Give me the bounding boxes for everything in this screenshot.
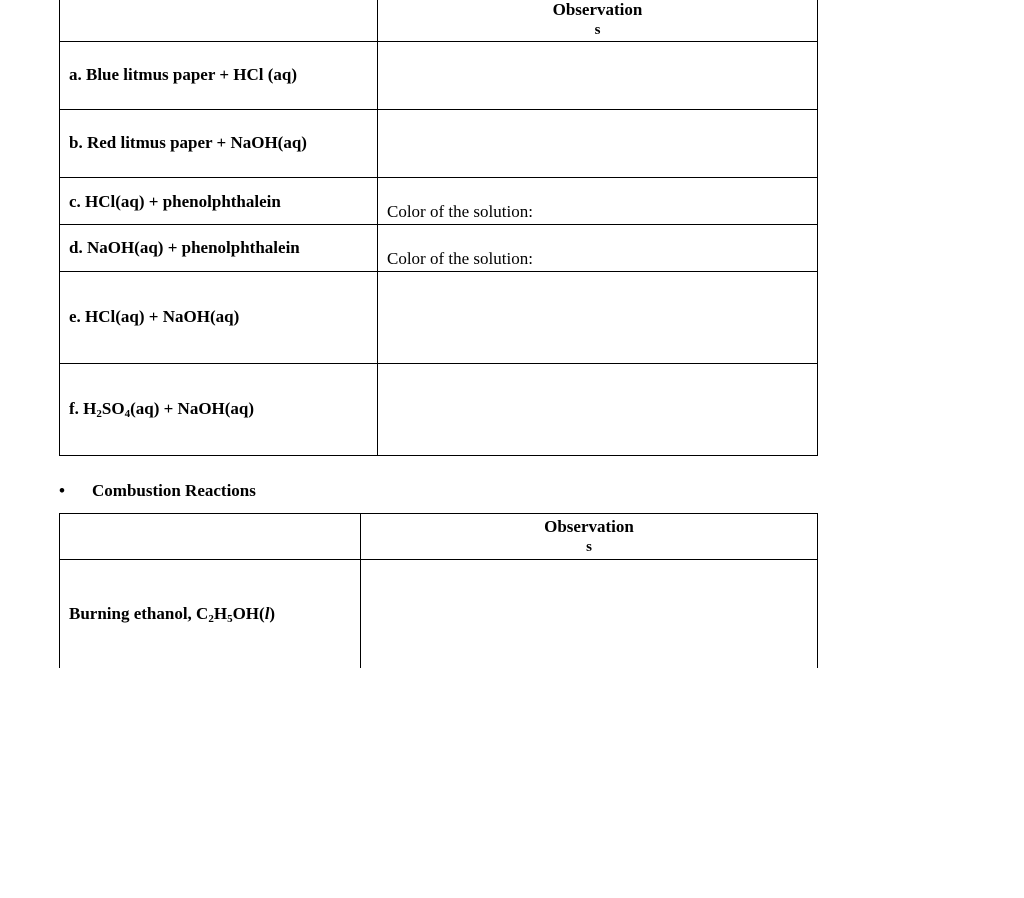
row-f-label: f. $H_2SO_4(aq)$ + NaOH(aq) <box>60 363 378 455</box>
bullet-icon: • <box>59 481 65 500</box>
acid-base-table <box>59 0 818 456</box>
row-c-observation[interactable]: Color of the solution: <box>378 177 818 224</box>
row-a-label: a. Blue litmus paper + HCl (aq) <box>60 41 378 109</box>
header-blank-cell <box>60 0 378 41</box>
obs-header-line2: s <box>594 22 601 39</box>
row-e-label: e. HCl(aq) + NaOH(aq) <box>60 271 378 363</box>
combustion-title: Combustion Reactions <box>92 481 256 500</box>
burning-ethanol-observation[interactable] <box>361 560 818 668</box>
row-c-label: c. HCl(aq) + phenolphthalein <box>60 177 378 224</box>
combustion-section-heading <box>59 481 256 501</box>
row-d-label: d. NaOH(aq) + phenolphthalein <box>60 224 378 271</box>
burning-ethanol-label: Burning ethanol, $C_2H_5OH(l)$ <box>60 560 361 668</box>
combustion-obs-line1: Observation <box>544 516 634 536</box>
row-d-observation[interactable]: Color of the solution: <box>378 224 818 271</box>
row-b-observation[interactable] <box>378 109 818 177</box>
combustion-observations-header <box>361 514 818 560</box>
row-f-observation[interactable] <box>378 363 818 455</box>
combustion-header-blank <box>60 514 361 560</box>
observations-header <box>378 0 818 41</box>
row-a-observation[interactable] <box>378 41 818 109</box>
obs-header-line1: Observation <box>552 0 643 20</box>
row-b-label: b. Red litmus paper + NaOH(aq) <box>60 109 378 177</box>
combustion-obs-line2: s <box>586 538 592 555</box>
combustion-table <box>59 513 818 668</box>
row-e-observation[interactable] <box>378 271 818 363</box>
